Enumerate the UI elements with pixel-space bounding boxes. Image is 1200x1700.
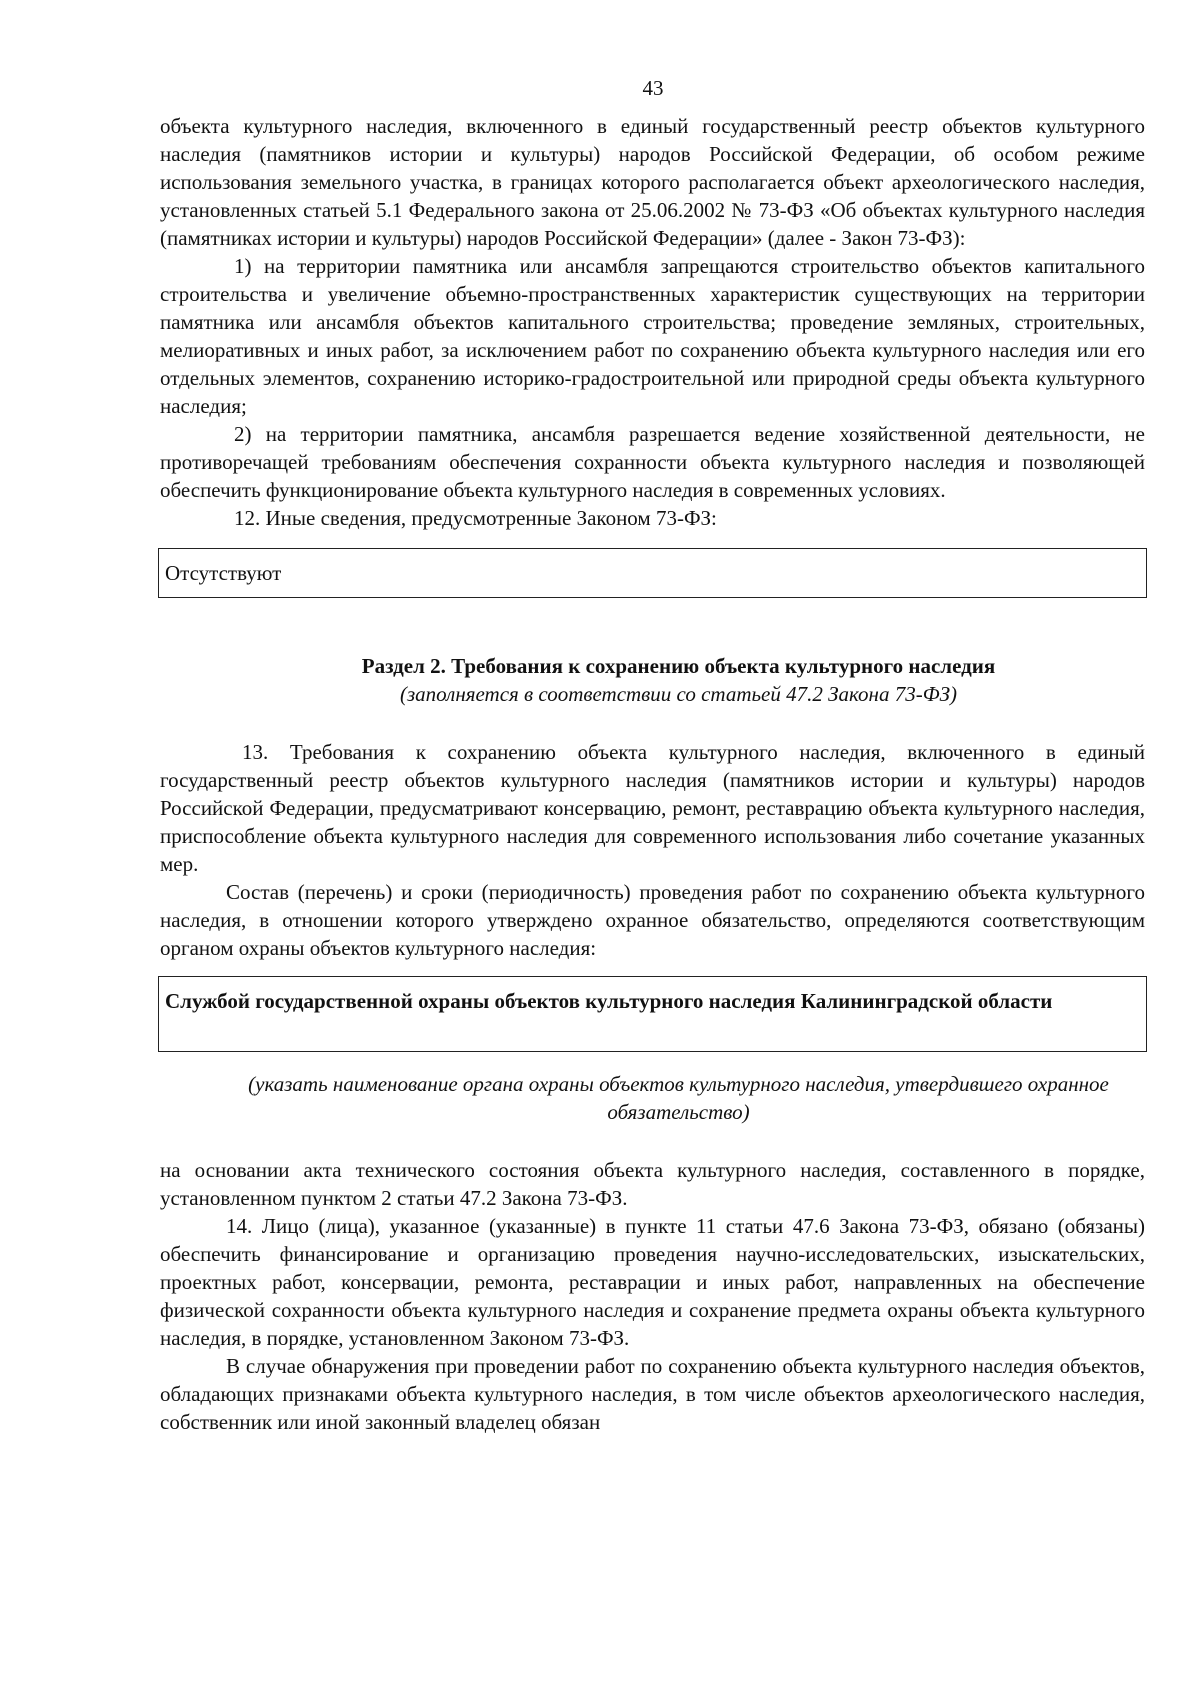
paragraph-discovery: В случае обнаружения при проведении работ по сохранению объекта культурного наследия объектов, обладающих признаками объекта культурного наследия, в том числе объектов археологического наследия, собственник или иной законный владелец обязан bbox=[160, 1354, 1145, 1434]
authority-name: Службой государственной охраны объектов культурного наследия Калининградской области bbox=[165, 989, 1053, 1013]
document-body bbox=[160, 112, 1145, 1436]
other-info-box bbox=[158, 548, 1147, 598]
paragraph-14: 14. Лицо (лица), указанное (указанные) в пункте 11 статьи 47.6 Закона 73-ФЗ, обязано (обязаны) обеспечить финансирование и организацию проведения научно-исследовательских, изыскательских, проектных работ, консервации, ремонта, реставрации и иных работ, направленных на обеспечение физической сохранности объекта культурного наследия и сохранение предмета охраны объекта культурного наследия, в порядке, установленном Законом 73-ФЗ. bbox=[160, 1214, 1145, 1350]
paragraph-item-1: 1) на территории памятника или ансамбля запрещаются строительство объектов капитального строительства и увеличение объемно-пространственных характеристик существующих на территории памятника или ансамбля объектов капитального строительства; проведение земляных, строительных, мелиоративных и иных работ, за исключением работ по сохранению объекта культурного наследия или его отдельных элементов, сохранению историко-градостроительной или природной среды объекта культурного наследия; bbox=[160, 254, 1145, 418]
section-2-header bbox=[160, 652, 1145, 708]
section-subtitle: (заполняется в соответствии со статьей 47.2 Закона 73-ФЗ) bbox=[400, 682, 957, 706]
other-info-value: Отсутствуют bbox=[165, 561, 282, 585]
paragraph-item-2: 2) на территории памятника, ансамбля разрешается ведение хозяйственной деятельности, не противоречащей требованиям обеспечения сохранности объекта культурного наследия и позволяющей обеспечить функционирование объекта культурного наследия в современных условиях. bbox=[160, 422, 1145, 502]
authority-box bbox=[158, 976, 1147, 1052]
authority-caption: (указать наименование органа охраны объектов культурного наследия, утвердившего охранное обязательство) bbox=[248, 1072, 1109, 1124]
paragraph-intro: объекта культурного наследия, включенного в единый государственный реестр объектов культурного наследия (памятников истории и культуры) народов Российской Федерации, об особом режиме использования земельного участка, в границах которого располагается объект археологического наследия, установленных статьей 5.1 Федерального закона от 25.06.2002 № 73-ФЗ «Об объектах культурного наследия (памятниках истории и культуры) народов Российской Федерации» (далее - Закон 73-ФЗ): bbox=[160, 114, 1145, 250]
paragraph-13: 13. Требования к сохранению объекта культурного наследия, включенного в единый государственный реестр объектов культурного наследия (памятников истории и культуры) народов Российской Федерации, предусматривают консервацию, ремонт, реставрацию объекта культурного наследия, приспособление объекта культурного наследия для современного использования либо сочетание указанных мер. bbox=[160, 740, 1145, 876]
paragraph-composition: Состав (перечень) и сроки (периодичность) проведения работ по сохранению объекта культурного наследия, в отношении которого утверждено охранное обязательство, определяются соответствующим органом охраны объектов культурного наследия: bbox=[160, 880, 1145, 960]
paragraph-12-heading: 12. Иные сведения, предусмотренные Законом 73-ФЗ: bbox=[234, 506, 717, 530]
section-title: Раздел 2. Требования к сохранению объекта культурного наследия bbox=[361, 654, 996, 678]
page-number: 43 bbox=[642, 76, 664, 100]
paragraph-basis: на основании акта технического состояния объекта культурного наследия, составленного в порядке, установленном пунктом 2 статьи 47.2 Закона 73-ФЗ. bbox=[160, 1158, 1145, 1210]
